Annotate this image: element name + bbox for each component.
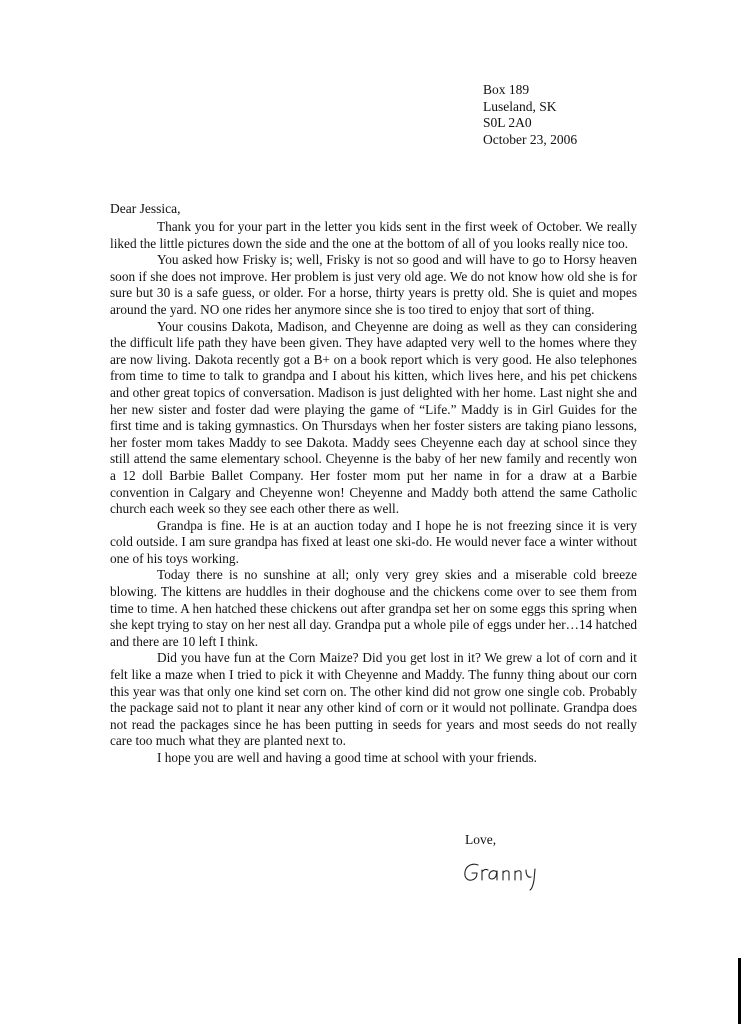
- paragraph-grandpa: Grandpa is fine. He is at an auction today and I hope he is not freezing since it is very cold outside. I am sure grandpa has fixed at least one ski-do. He would never face a winter without one of his toys working.: [110, 517, 637, 566]
- letter-date: October 23, 2006: [483, 131, 578, 147]
- scan-edge-mark: [738, 958, 741, 1024]
- paragraph-weather: Today there is no sunshine at all; only very grey skies and a miserable cold breeze blowing. The kittens are huddles in their doghouse and the chickens come over to see them from time to time. A hen hatched these chickens out after grandpa set her on some eggs this spring when she kept trying to stay on her nest all day. Grandpa put a whole pile of eggs under her…14 hatched and there are 10 left I think.: [110, 567, 637, 649]
- closing: Love,: [465, 832, 497, 847]
- paragraph-thanks: Thank you for your part in the letter you kids sent in the first week of October. We really liked the little pictures down the side and the one at the bottom of all of you looks really nice too.: [110, 219, 637, 251]
- return-address: [483, 82, 577, 148]
- address-postal-code: S0L 2A0: [483, 115, 532, 130]
- handwritten-signature: [462, 855, 562, 893]
- paragraph-wishes: I hope you are well and having a good time at school with your friends.: [157, 750, 537, 765]
- address-city: Luseland, SK: [483, 98, 557, 114]
- paragraph-frisky: You asked how Frisky is; well, Frisky is not so good and will have to go to Horsy heaven soon if she does not improve. Her problem is just very old age. We do not know how old she is for sure but 30 is a safe guess, or older. For a horse, thirty years is pretty old. She is quiet and mopes around the yard. NO one rides her anymore since she is too tired to enjoy that sort of thing.: [110, 252, 637, 317]
- address-box: Box 189: [483, 82, 530, 97]
- paragraph-cousins: Your cousins Dakota, Madison, and Cheyenne are doing as well as they can considering the difficult life path they have been given. They have adapted very well to the homes where they are now living. Dakota recently got a B+ on a book report which is very good. He also telephones from time to time to talk to grandpa and I about his kitten, which lives here, and his pet chickens and other great topics of conversation. Madison is just delighted with her home. Last night she and her new sister and foster dad were playing the game of “Life.” Maddy is in Girl Guides for the first time and is taking gymnastics. On Thursdays when her foster sisters are taking piano lessons, her foster mom takes Maddy to see Dakota. Maddy sees Cheyenne each day at school since they still attend the same elementary school. Cheyenne is the baby of her new family and recently won a 12 doll Barbie Ballet Company. Her foster mom put her name in for a draw at a Barbie convention in Calgary and Cheyenne won! Cheyenne and Maddy both attend the same Catholic church each week so they see each other there as well.: [110, 318, 637, 517]
- salutation: Dear Jessica,: [110, 201, 181, 216]
- letter-body: [110, 219, 637, 767]
- paragraph-corn: Did you have fun at the Corn Maize? Did you get lost in it? We grew a lot of corn and it felt like a maze when I tried to pick it with Cheyenne and Maddy. The funny thing about our corn this year was that only one kind set corn on. The other kind did not grow one single cob. Probably the package said not to plant it near any other kind of corn or it would not pollinate. Grandpa does not read the packages since he has been putting in seeds for years and most seeds do not really care too much what they are planted next to.: [110, 650, 637, 749]
